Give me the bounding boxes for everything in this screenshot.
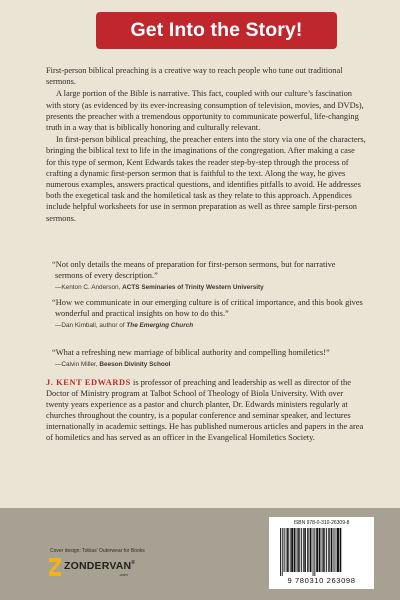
endorser-name: Calvin Miller xyxy=(61,361,96,368)
publisher-logo xyxy=(49,556,169,578)
endorsement-quote: “How we communicate in our emerging culture is of critical importance, and this book gives wonderful and practical insights on how to do this.” xyxy=(52,298,363,318)
barcode-bar xyxy=(331,528,333,572)
barcode-bar xyxy=(307,528,308,572)
barcode-bar xyxy=(297,528,298,572)
barcode-bar xyxy=(329,528,330,572)
endorsement-attribution: —Kenton C. Anderson, ACTS Seminaries of Trinity Western University xyxy=(55,284,264,291)
endorsement-2 xyxy=(52,297,365,330)
barcode-bar xyxy=(310,528,312,572)
barcode-bar xyxy=(304,528,306,572)
intro-paragraph-1: First-person biblical preaching is a creative way to reach people who tune out traditional sermons. xyxy=(46,66,343,87)
endorsement-quote: “What a refreshing new marriage of biblical authority and compelling homiletics!” xyxy=(52,348,330,357)
author-bio-text: is professor of preaching and leadership as well as director of the Doctor of Ministry program at Talbot School of Theology of Biola University. With over twenty years experience as a pastor and church planter, Dr. Edwards ministers regularly at churches throughout the country, is a popular conference and seminar speaker, and lectures internationally in academic settings. He has published numerous articles and papers in the area of homiletics and has served as an officer in the Evangelical Homiletics Society. xyxy=(46,378,364,442)
cover-design-credit: Cover design: Tobias' Outerwear for Books xyxy=(50,548,145,554)
endorsement-3 xyxy=(52,347,365,369)
barcode-bar xyxy=(298,528,300,572)
publisher-name: ZONDERVAN® xyxy=(64,560,136,572)
barcode-bar xyxy=(326,528,327,572)
barcode-bar xyxy=(282,528,283,576)
endorser-name: Kenton C. Anderson xyxy=(61,284,119,291)
barcode-bar xyxy=(322,528,323,572)
barcode-bar xyxy=(334,528,335,572)
endorsement-quote: “Not only details the means of preparation for first-person sermons, but for narrative sermons of every description.” xyxy=(52,260,336,280)
barcode-bar xyxy=(294,528,296,572)
isbn-barcode xyxy=(269,517,374,589)
barcode-bar xyxy=(316,528,318,572)
barcode-bar xyxy=(291,528,293,572)
barcode-bar xyxy=(301,528,302,572)
barcode-bar xyxy=(340,528,342,572)
barcode-bar xyxy=(314,528,315,576)
endorsement-attribution: —Dan Kimball, author of The Emerging Church xyxy=(55,322,194,329)
barcode-bars xyxy=(280,528,363,576)
barcode-digits: 9 780310 263098 xyxy=(287,576,356,585)
author-name: J. KENT EDWARDS xyxy=(46,378,131,387)
intro-paragraph-3: In first-person biblical preaching, the preacher enters into the story via one of the characters, bringing the biblical text to life in the imaginations of the congregation. After making a case for this type of sermon, Kent Edwards takes the reader step-by-step through the process of crafting a dynamic first-person sermon that is faithful to the text. Along the way, he gives numerous examples, answers practical questions, and identifies pitfalls to avoid. He addresses both the exegetical task and the homiletical task as they relate to this approach. Appendices include helpful worksheets for use in sermon preparation as well as three sample first-person sermons. xyxy=(46,135,366,223)
barcode-bar xyxy=(290,528,291,572)
intro-paragraph-2: A large portion of the Bible is narrative. This fact, coupled with our culture’s fascination with story (as evidenced by its ever-increasing consumption of television, movies, and DVDs), presents the preacher with a tremendous opportunity to communicate powerful, life-changing truth in a way that is biblically honoring and culturally relevant. xyxy=(46,89,364,133)
barcode-bar xyxy=(313,528,314,576)
endorsement-1 xyxy=(52,259,365,292)
isbn-label: ISBN 978-0-310-26309-8 xyxy=(293,520,350,526)
endorser-book-title: The Emerging Church xyxy=(126,322,194,329)
barcode-bar xyxy=(319,528,321,572)
intro-copy xyxy=(46,65,366,225)
endorser-affiliation: ACTS Seminaries of Trinity Western University xyxy=(122,284,264,291)
barcode-bar xyxy=(287,528,289,572)
barcode-bar xyxy=(303,528,304,572)
barcode-bar xyxy=(337,528,339,572)
barcode-bar xyxy=(308,528,309,572)
barcode-bar xyxy=(323,528,325,572)
barcode-bar xyxy=(286,528,287,572)
zondervan-logo-mark-icon xyxy=(49,558,61,576)
author-bio xyxy=(46,378,368,443)
publisher-domain: .com xyxy=(119,572,128,577)
endorser-name: Dan Kimball xyxy=(61,322,96,329)
barcode-bar xyxy=(336,528,337,572)
barcode-bar xyxy=(328,528,329,572)
endorser-affiliation: Beeson Divinity School xyxy=(99,361,171,368)
endorsement-attribution: —Calvin Miller, Beeson Divinity School xyxy=(55,361,171,368)
cover-banner-title: Get Into the Story! xyxy=(96,12,337,49)
barcode-bar xyxy=(280,528,281,576)
barcode-bar xyxy=(284,528,285,572)
